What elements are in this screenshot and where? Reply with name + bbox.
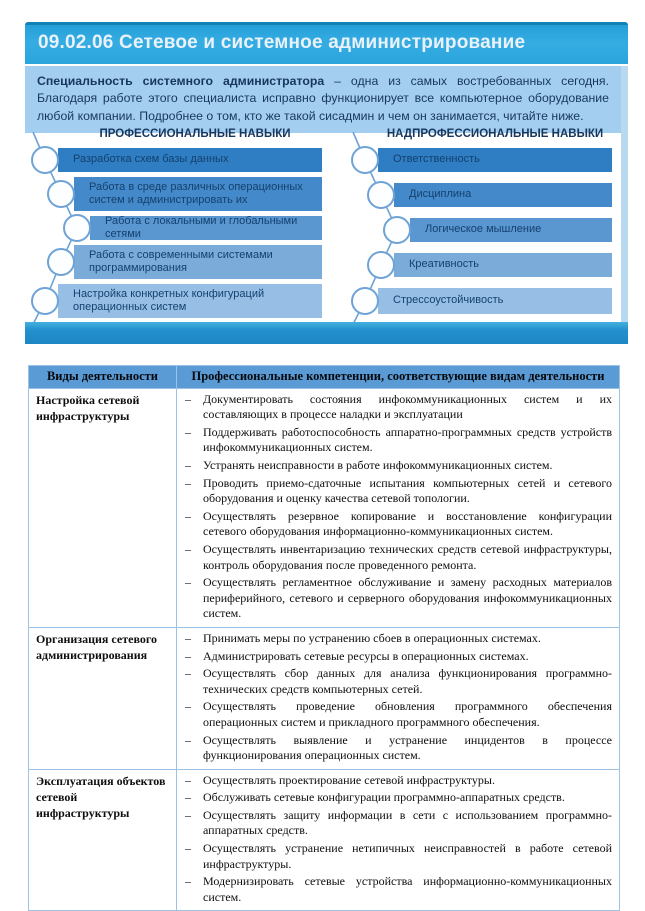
soft-skills-heading: НАДПРОФЕССИОНАЛЬНЫЕ НАВЫКИ: [386, 128, 604, 140]
skill-bar: [58, 148, 322, 172]
skill-bar: [58, 284, 322, 318]
activities-table: [28, 365, 620, 911]
bottom-bar: [25, 322, 628, 344]
competency-cell: [177, 388, 620, 627]
activity-cell: Эксплуатация объектов сетевой инфраструктуры: [29, 769, 177, 911]
skill-bar: [394, 183, 612, 207]
table-row: [29, 627, 620, 769]
competency-item: – Проводить приемо-сдаточные испытания компьютерных сетей и сетевого оборудования и оценку качества сетевой топологии.: [183, 476, 612, 507]
skill-bar-label: Разработка схем базы данных: [73, 153, 229, 166]
skill-bar: [378, 148, 612, 172]
competency-item: – Осуществлять резервное копирование и восстановление конфигурации сетевого оборудования информационно-коммуникационных систем.: [183, 509, 612, 540]
skill-bar: [74, 245, 322, 279]
professional-skills-heading: ПРОФЕССИОНАЛЬНЫЕ НАВЫКИ: [99, 128, 291, 140]
competency-item: – Осуществлять сбор данных для анализа функционирования программно-технических средств компьютерных сетей.: [183, 666, 612, 697]
competency-list: [183, 773, 612, 906]
table-row: [29, 769, 620, 911]
skill-bar-label: Настройка конкретных конфигураций операционных систем: [73, 287, 265, 313]
skill-bar-label: Стрессоустойчивость: [393, 294, 504, 307]
skill-bar: [410, 218, 612, 242]
activity-cell: Организация сетевого администрирования: [29, 627, 177, 769]
competency-item: – Документировать состояния инфокоммуникационных систем и их составляющих в процессе наладки и эксплуатации: [183, 392, 612, 423]
competency-item: – Осуществлять устранение нетипичных неисправностей в работе сетевой инфраструктуры.: [183, 841, 612, 872]
competency-item: – Осуществлять выявление и устранение инцидентов в процессе функционирования операционных систем.: [183, 733, 612, 764]
page-title: 09.02.06 Сетевое и системное администрирование: [38, 32, 526, 53]
skill-bar: [394, 253, 612, 277]
activity-cell: Настройка сетевой инфраструктуры: [29, 388, 177, 627]
intro-lead-text: Специальность системного администратора: [37, 74, 325, 88]
skill-bar-label: Креативность: [409, 258, 480, 271]
competency-cell: [177, 769, 620, 911]
competency-item: – Осуществлять проектирование сетевой инфраструктуры.: [183, 773, 612, 789]
competency-list: [183, 631, 612, 764]
top-infographic: [25, 22, 628, 344]
competency-item: – Осуществлять регламентное обслуживание и замену расходных материалов периферийного, сетевого и серверного оборудования инфокоммуникационных систем.: [183, 575, 612, 622]
skill-bar: [90, 216, 322, 240]
competency-item: – Принимать меры по устранению сбоев в операционных системах.: [183, 631, 612, 647]
skill-bar-label: Работа в среде различных операционных систем и администрировать их: [89, 180, 303, 206]
skill-bar: [378, 288, 612, 314]
competency-list: [183, 392, 612, 622]
skill-bar-label: Дисциплина: [409, 188, 472, 201]
table-row: [29, 388, 620, 627]
table-header-activity: Виды деятельности: [29, 366, 177, 389]
competency-cell: [177, 627, 620, 769]
intro-body-text: – одна из самых востребованных сегодня. Благодаря работе этого специалиста исправно функционирует все компьютерное оборудование любой компании. Подробнее о том, кто же такой сисадмин и чем он занимается, читайте ниже.: [37, 74, 609, 123]
skill-bar-label: Логическое мышление: [425, 223, 542, 236]
competency-item: – Поддерживать работоспособность аппаратно-программных средств устройств инфокоммуникационных систем.: [183, 425, 612, 456]
right-edge-strip: [621, 66, 628, 344]
skill-bar: [74, 177, 322, 211]
competency-item: – Обслуживать сетевые конфигурации программно-аппаратных средств.: [183, 790, 612, 806]
competency-item: – Модернизировать сетевые устройства информационно-коммуникационных систем.: [183, 874, 612, 905]
competency-item: – Осуществлять инвентаризацию технических средств сетевой инфраструктуры, контроль оборудования после проведенного ремонта.: [183, 542, 612, 573]
table-header-row: [29, 366, 620, 389]
competency-item: – Осуществлять защиту информации в сети с использованием программно-аппаратных средств.: [183, 808, 612, 839]
skill-bar-label: Ответственность: [393, 153, 480, 166]
skill-bar-label: Работа с локальными и глобальными сетями: [105, 214, 298, 240]
competency-item: – Администрировать сетевые ресурсы в операционных системах.: [183, 649, 612, 665]
banner: [25, 22, 628, 64]
intro-panel: [25, 66, 621, 133]
table-header-competencies: Профессиональные компетенции, соответствующие видам деятельности: [177, 366, 620, 389]
competency-item: – Устранять неисправности в работе инфокоммуникационных систем.: [183, 458, 612, 474]
skill-bar-label: Работа с современными системами программирования: [89, 248, 273, 274]
competency-item: – Осуществлять проведение обновления программного обеспечения операционных систем и прикладного программного обеспечения.: [183, 699, 612, 730]
